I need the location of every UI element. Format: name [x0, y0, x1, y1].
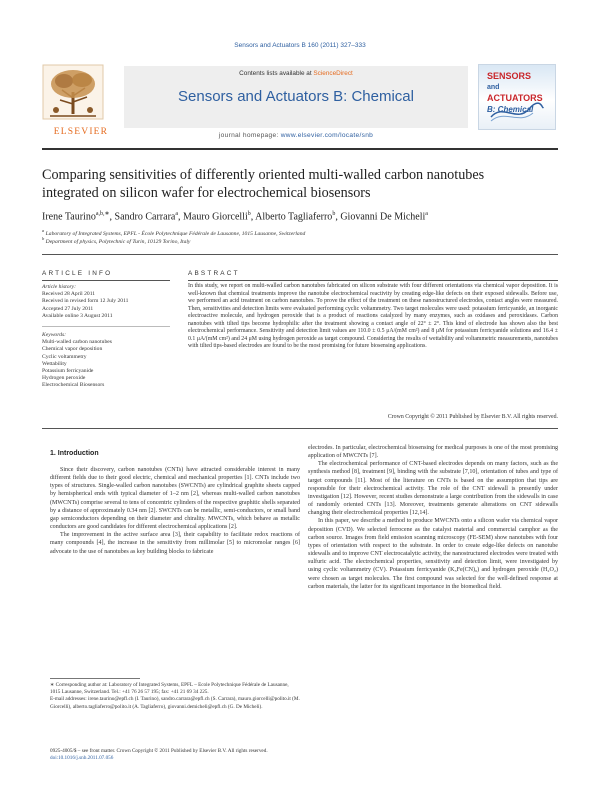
- keyword-item: Multi-walled carbon nanotubes: [42, 339, 112, 346]
- abstract-label: ABSTRACT: [188, 270, 240, 277]
- journal-reference[interactable]: Sensors and Actuators B 160 (2011) 327–333: [234, 42, 366, 49]
- journal-title[interactable]: Sensors and Actuators B: Chemical: [178, 88, 414, 105]
- author-list: Irene Taurino$^{a,b,∗}$, Sandro Carrara$^a$, Mauro Giorcelli$^b$, Alberto Tagliaferro$^b$, Giovanni De Micheli$^a$: [42, 211, 428, 223]
- cover-line3: ACTUATORS: [487, 93, 543, 103]
- affiliation-b: [42, 236, 558, 245]
- author-name[interactable]: Giovanni De Micheli: [340, 211, 426, 223]
- issn-line: 0925-4005/$ – see front matter. Crown Copyright © 2011 Published by Elsevier B.V. All rights reserved.: [50, 748, 268, 754]
- journal-homepage: [124, 132, 468, 139]
- author-name[interactable]: Mauro Giorcelli: [183, 211, 248, 223]
- contents-prefix: Contents lists available at: [239, 70, 314, 77]
- body-column-right: [308, 444, 558, 591]
- homepage-label: journal homepage:: [218, 132, 281, 139]
- affiliation-sup: a: [42, 228, 45, 233]
- keywords: [42, 332, 170, 390]
- title-line2: integrated on silicon wafer for electrochemical biosensors: [42, 185, 371, 201]
- affiliation-text: Laboratory of Integrated Systems, EPFL - École Polytechnique Fédérale de Lausanne, 1015 Lausanne, Switzerland: [45, 230, 306, 237]
- author-sup: b: [332, 211, 336, 217]
- keyword-item: Chemical vapor deposition: [42, 346, 103, 353]
- keyword-item: Cyclic voltammetry: [42, 353, 87, 360]
- author-sup: a,b,∗: [95, 211, 110, 217]
- footnote-email[interactable]: E-mail addresses: irene.taurino@epfl.ch (I. Taurino), sandro.carrara@epfl.ch (S. Carrara), mauro.giorcelli@polito.it (M. Giorcelli), alberto.tagliaferro@polito.it (A. Tagliaferro), giovanni.demicheli@epfl.ch (G. De Micheli).: [50, 696, 300, 710]
- abstract-copyright: Crown Copyright © 2011 Published by Elsevier B.V. All rights reserved.: [387, 414, 558, 420]
- elsevier-tree-icon: [42, 64, 104, 120]
- author-sup: a: [425, 211, 428, 217]
- doi-link[interactable]: doi:10.1016/j.snb.2011.07.056: [50, 755, 114, 762]
- title-line1: Comparing sensitivities of differently oriented multi-walled carbon nanotubes: [42, 167, 485, 183]
- author-sup: b: [247, 211, 251, 217]
- footnote-rule: [50, 678, 140, 679]
- keyword-item: Hydrogen peroxide: [42, 375, 86, 382]
- keywords-rule: [42, 326, 170, 327]
- body-paragraph: Since their discovery, carbon nanotubes (CNTs) have attracted considerable interest in many different fields due to their good electric, chemical and mechanical properties [1]. CNTs include two types of structures. Single-walled carbon nanotubes (SWCNTs) are cylindrical graphite sheets capped by hemispherical ends with typical diameter of 1–2 nm [2], whereas multi-walled carbon nanotubes (MWCNTs) comprise several to tens of concentric cylinders of the respective graphitic shells separated by a distance of approximately 0.34 nm [2]. SWCNTs can be metallic, semi-conductors, or small band gap semiconductors depending on their diameter and chirality. MWCNTs, which behave as metallic conductors are good candidates for different electrochemical applications [2].: [50, 467, 300, 531]
- info-rule: [42, 280, 170, 281]
- history-item: Available online 3 August 2011: [42, 312, 113, 319]
- keyword-item: Wettability: [42, 360, 67, 367]
- history-item: Accepted 27 July 2011: [42, 305, 94, 312]
- body-paragraph: The improvement in the active surface area [3], their capability to facilitate redox reactions of many compounds [4], the increase in the sensitivity from millimolar [5] to micromolar ranges [6] advocate to the use of nanotubes as key building blocks to fabricate: [50, 532, 300, 555]
- page-bottom-info: [50, 748, 450, 762]
- abstract-text: In this study, we report on multi-walled carbon nanotubes fabricated on silicon substrate with four different orientations via chemical vapor deposition. It is well-known that chemical treatments improve the nanotube electrochemical reactivity by creating edge-like defects on their exposed sidewalls. Before use, we performed an acid treatment on carbon nanotubes. To prove the effect of the treatment on these nanostructured electrodes, contact angles were measured. Then, sensitivities and detection limits were evaluated performing cyclic voltammetry. Two target molecules were used: potassium ferricyanide, an inorganic electroactive molecule, and hydrogen peroxide that is a product of reactions catalyzed by many enzymes, such as oxidases and peroxidases. Carbon nanotubes with tilted tips become hydrophilic after the treatment showing a contact angle of 22° ± 2°. This kind of electrode has shown also the best electrochemical performance. Sensitivity and detection limit values are 110.0 ± 0.5 μA/(mM cm²) and 8 μM for potassium ferricyanide solutions and 16.4 ± 0.1 μA/(mM cm²) and 24 μM using hydrogen peroxide as target compound. Considering the results of wettability and voltammetric measurements, nanotubes with tilted tips-based electrodes are found to be the most promising for future biosensing applications.: [188, 283, 558, 350]
- body-paragraph: In this paper, we describe a method to produce MWCNTs onto a silicon wafer via chemical vapor deposition (CVD). We selected ferrocene as the catalyst material and commercial camphor as the carbon source. Images from field emission scanning microscopy (FE-SEM) show nanotubes with four types of orientation with respect to the substrate. In order to create edge-like defects on nanotube sidewalls and to improve CNT electrocatalytic activity, the nanostructured electrodes were treated with sulfuric acid. The electrochemical properties, sensitivity and detection limit, were investigated by using cyclic voltammetry (CV). Potassium ferricyanide (K₃Fe(CN)₆) and hydrogen peroxide (H₂O₂) were chosen as target molecules. The first compound was selected for the well-defined response at carbon materials, the latter for its significant importance in the biomedical field.: [308, 518, 558, 590]
- keywords-heading: Keywords:: [42, 332, 67, 338]
- header-rule: [42, 148, 558, 150]
- cover-line2: and: [487, 84, 500, 91]
- keyword-item: Potassium ferricyanide: [42, 368, 94, 375]
- article-history: [42, 284, 170, 320]
- footnotes: [50, 682, 300, 711]
- history-heading: Article history:: [42, 284, 77, 290]
- sciencedirect-link[interactable]: ScienceDirect: [313, 70, 353, 77]
- history-item: Received in revised form 12 July 2011: [42, 298, 129, 305]
- affiliation-sup: b: [42, 236, 45, 241]
- author-sup: a: [175, 211, 179, 217]
- body-paragraph: The electrochemical performance of CNT-based electrodes depends on many factors, such as the synthesis method [8], treatment [9], binding with the substrate [7,10], orientation of tubes and type of target compounds [11]. Most of the literature on CNTs is based on the assumption that tips are responsible for their electrochemical activity. The role of the CNT sidewall is presently under investigation [12]. However, recent studies demonstrate a large contribution from the sidewalls in case of randomly oriented CNTs [13]. Moreover, treatments generate alterations on CNT sidewalls changing their electrochemical properties [12,14].: [308, 461, 558, 517]
- elsevier-wordmark: ELSEVIER: [53, 127, 109, 137]
- author-name[interactable]: Sandro Carrara: [114, 211, 176, 223]
- article-info-label: ARTICLE INFO: [42, 270, 113, 277]
- title-rule: [42, 254, 558, 255]
- footnote-corresponding: ∗ Corresponding author at: Laboratory of Integrated Systems, EPFL – Ecole Polytechnique Fédérale de Lausanne, 1015 Lausanne, Switzerland. Tel.: +41 76 26 57 195; fax: +41 21 69 34 225.: [50, 682, 289, 696]
- abstract-rule: [188, 280, 558, 281]
- keyword-item: Electrochemical Biosensors: [42, 382, 105, 389]
- affiliation-text: Department of physics, Polytechnic of Turin, 10129 Torino, Italy: [45, 238, 191, 245]
- cover-line1: SENSORS: [487, 71, 532, 81]
- abstract-end-rule: [42, 428, 558, 429]
- article-title: [42, 166, 558, 202]
- author-name[interactable]: Irene Taurino: [42, 211, 96, 223]
- body-column-left: [50, 466, 300, 556]
- author-name[interactable]: Alberto Tagliaferro: [255, 211, 333, 223]
- cover-swirl-icon: [489, 101, 545, 123]
- contents-line: [124, 70, 468, 77]
- cover-chem: B: Chemical: [487, 105, 534, 114]
- elsevier-logo[interactable]: [42, 64, 120, 136]
- body-paragraph: electrodes. In particular, electrochemical biosensing for medical purposes is one of the most promising application of MWCNTs [7].: [308, 445, 558, 460]
- homepage-url-link[interactable]: www.elsevier.com/locate/snb: [280, 132, 374, 139]
- journal-cover-thumbnail[interactable]: [478, 64, 556, 130]
- section-heading-introduction: 1. Introduction: [50, 450, 99, 457]
- history-item: Received 28 April 2011: [42, 291, 96, 298]
